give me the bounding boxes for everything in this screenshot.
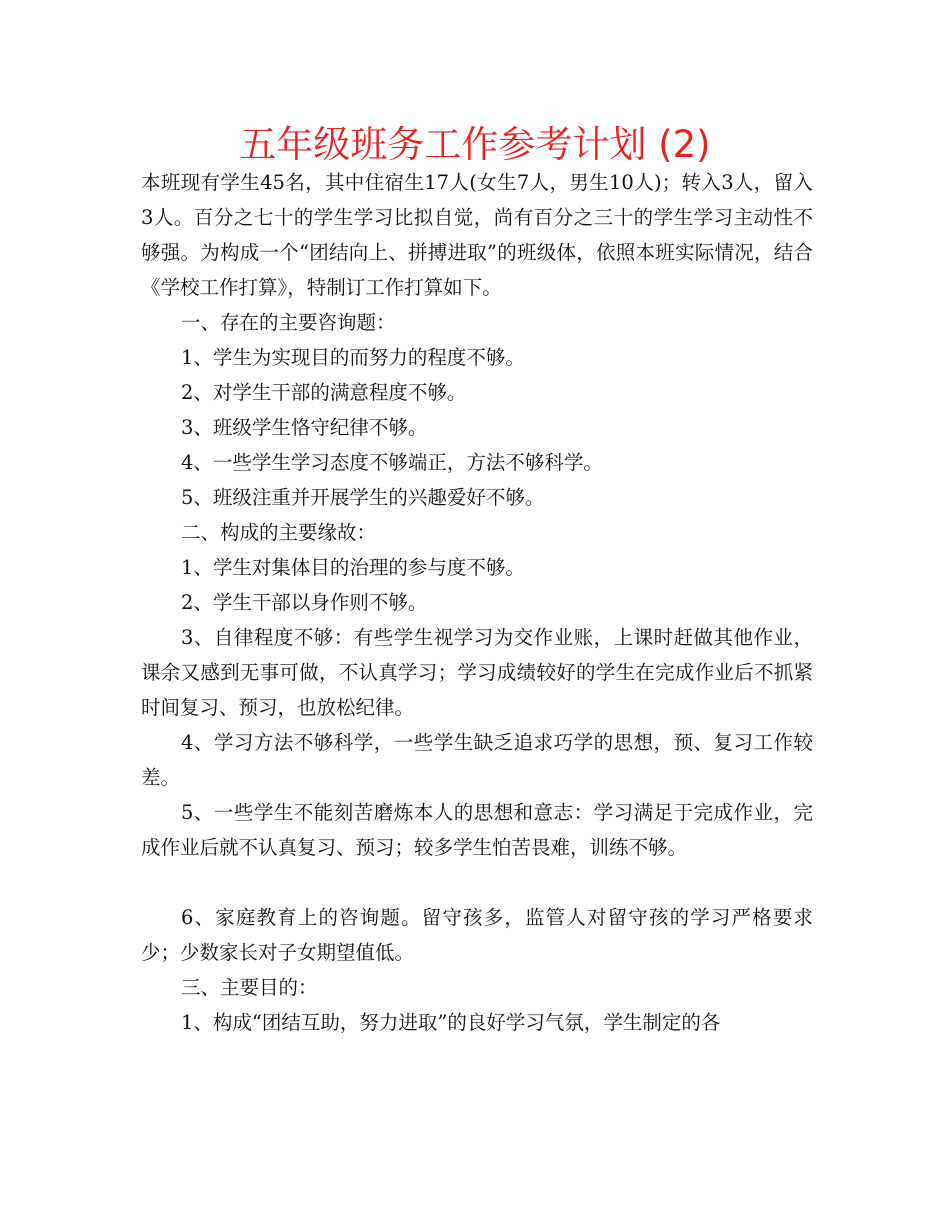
paragraph: 2、对学生干部的满意程度不够。	[181, 381, 467, 404]
paragraph: 5、班级注重并开展学生的兴趣爱好不够。	[181, 486, 545, 509]
document-title: 五年级班务工作参考计划 (2)	[239, 123, 711, 166]
paragraph: 二、构成的主要缘故：	[181, 521, 377, 544]
paragraph: 本班现有学生45名，其中住宿生17人(女生7人，男生10人)；转入3人，留入3人。百分之七十的学生学习比拟自觉，尚有百分之三十的学生学习主动性不够强。为构成一个“团结向上、拼搏进取”的班级体，依照本班实际情况，结合《学校工作打算》，特制订工作打算如下。	[141, 171, 813, 299]
paragraph: 4、一些学生学习态度不够端正，方法不够科学。	[181, 451, 603, 474]
paragraph: 一、存在的主要咨询题：	[181, 311, 396, 334]
document-body	[141, 165, 813, 1040]
paragraph: 2、学生干部以身作则不够。	[181, 591, 428, 614]
paragraph: 5、一些学生不能刻苦磨炼本人的思想和意志：学习满足于完成作业，完成作业后就不认真复习、预习；较多学生怕苦畏难，训练不够。	[141, 801, 813, 859]
paragraph: 1、学生为实现目的而努力的程度不够。	[181, 346, 525, 369]
paragraph: 1、构成“团结互助，努力进取”的良好学习气氛，学生制定的各	[181, 1011, 721, 1034]
paragraph: 4、学习方法不够科学，一些学生缺乏追求巧学的思想，预、复习工作较差。	[141, 731, 813, 789]
paragraph: 三、主要目的：	[181, 976, 318, 999]
paragraph: 3、自律程度不够：有些学生视学习为交作业账，上课时赶做其他作业，课余又感到无事可做，不认真学习；学习成绩较好的学生在完成作业后不抓紧时间复习、预习，也放松纪律。	[141, 626, 813, 719]
paragraph: 6、家庭教育上的咨询题。留守孩多，监管人对留守孩的学习严格要求少；少数家长对子女期望值低。	[141, 906, 813, 964]
paragraph: 1、学生对集体目的治理的参与度不够。	[181, 556, 525, 579]
paragraph: 3、班级学生恪守纪律不够。	[181, 416, 428, 439]
